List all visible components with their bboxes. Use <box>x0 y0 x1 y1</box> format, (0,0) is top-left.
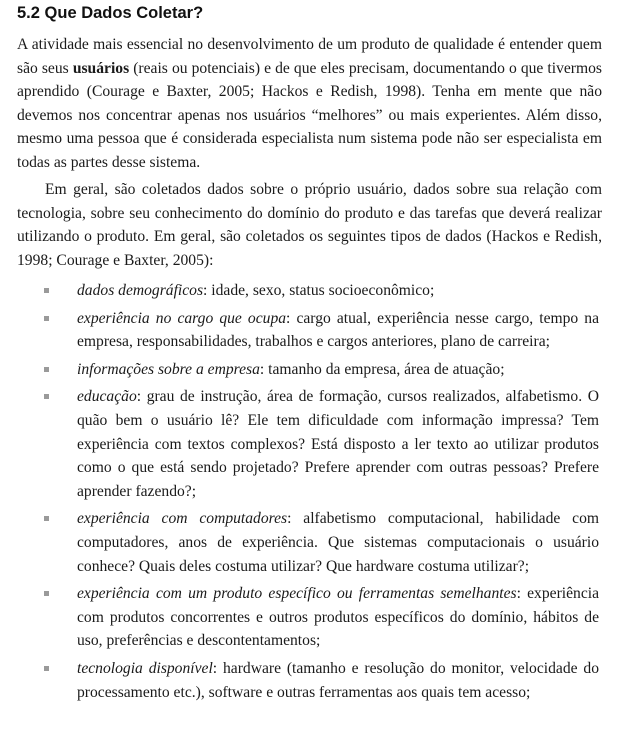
list-item-term: informações sobre a empresa <box>77 360 260 378</box>
list-item-text: : grau de instrução, área de formação, cursos realizados, alfabetismo. O quão bem o usuário lê? Ele tem dificuldade com informação impressa? Tem experiência com textos complexos? Está disposto a ler texto ao utilizar produtos como o que está sendo projetado? Prefere aprender com outras pessoas? Prefere aprender fazendo?; <box>77 388 599 500</box>
section-heading <box>17 4 203 23</box>
list-item-text: : tamanho da empresa, área de atuação; <box>259 360 505 378</box>
section-number: 5.2 <box>17 4 40 22</box>
list-item-term: experiência no cargo que ocupa <box>77 309 287 327</box>
paragraph-2 <box>17 178 602 272</box>
list-item-term: educação <box>77 388 137 406</box>
paragraph-1-bold-term: usuários <box>72 59 130 77</box>
paragraph-2-text: Em geral, são coletados dados sobre o próprio usuário, dados sobre sua relação com tecnologia, sobre seu conhecimento do domínio do produto e das tarefas que deverá realizar utilizando o produto. Em geral, são coletados os seguintes tipos de dados (Hackos e Redish, 1998; Courage e Baxter, 2005): <box>17 181 602 269</box>
list-item-term: dados demográficos <box>77 282 204 299</box>
list-item <box>0 507 599 578</box>
bullet-square-icon <box>44 591 49 596</box>
list-item-term: experiência com um produto específico ou ferramentas semelhantes <box>77 585 517 603</box>
list-item-text: : alfabetismo computacional, habilidade com computadores, anos de experiência. Que sistemas computacionais o usuário conhece? Quais deles costuma utilizar? Que hardware costuma utilizar?; <box>77 510 599 575</box>
list-item-term: experiência com computadores <box>77 510 288 528</box>
list-item-text: : idade, sexo, status socioeconômico; <box>203 282 435 299</box>
list-item <box>0 582 599 653</box>
list-item <box>0 279 599 303</box>
list-item <box>0 307 599 354</box>
list-item-text: : hardware (tamanho e resolução do monitor, velocidade do processamento etc.), software e outras ferramentas aos quais tem acesso; <box>77 659 599 701</box>
paragraph-1 <box>17 33 602 175</box>
list-item-term: tecnologia disponível <box>77 659 213 677</box>
list-item <box>0 358 599 382</box>
section-title: Que Dados Coletar? <box>44 4 204 22</box>
bullet-square-icon <box>44 288 49 293</box>
list-item-text: : experiência com produtos concorrentes e outros produtos específicos do domínio, hábitos de uso, preferências e descontentamentos; <box>77 585 599 650</box>
list-item-text: : cargo atual, experiência nesse cargo, tempo na empresa, responsabilidades, trabalhos e cargos anteriores, plano de carreira; <box>77 309 600 351</box>
list-item <box>0 385 599 503</box>
bullet-square-icon <box>44 367 49 372</box>
paragraph-1-start: A atividade mais essencial no desenvolvimento de um produto de qualidade é entender quem são seus <box>17 36 602 77</box>
bullet-square-icon <box>44 394 49 399</box>
bullet-square-icon <box>44 516 49 521</box>
bullet-square-icon <box>44 316 49 321</box>
list-item <box>0 657 599 704</box>
paragraph-1-end: (reais ou potenciais) e de que eles precisam, documentando o que tivermos aprendido (Courage e Baxter, 2005; Hackos e Redish, 1998). Tenha em mente que não devemos nos concentrar apenas nos usuários “melhores” ou mais experientes. Além disso, mesmo uma pessoa que é considerada especialista num sistema pode não ser especialista em todas as partes desse sistema. <box>17 59 602 171</box>
data-types-list <box>0 279 621 708</box>
bullet-square-icon <box>44 666 49 671</box>
